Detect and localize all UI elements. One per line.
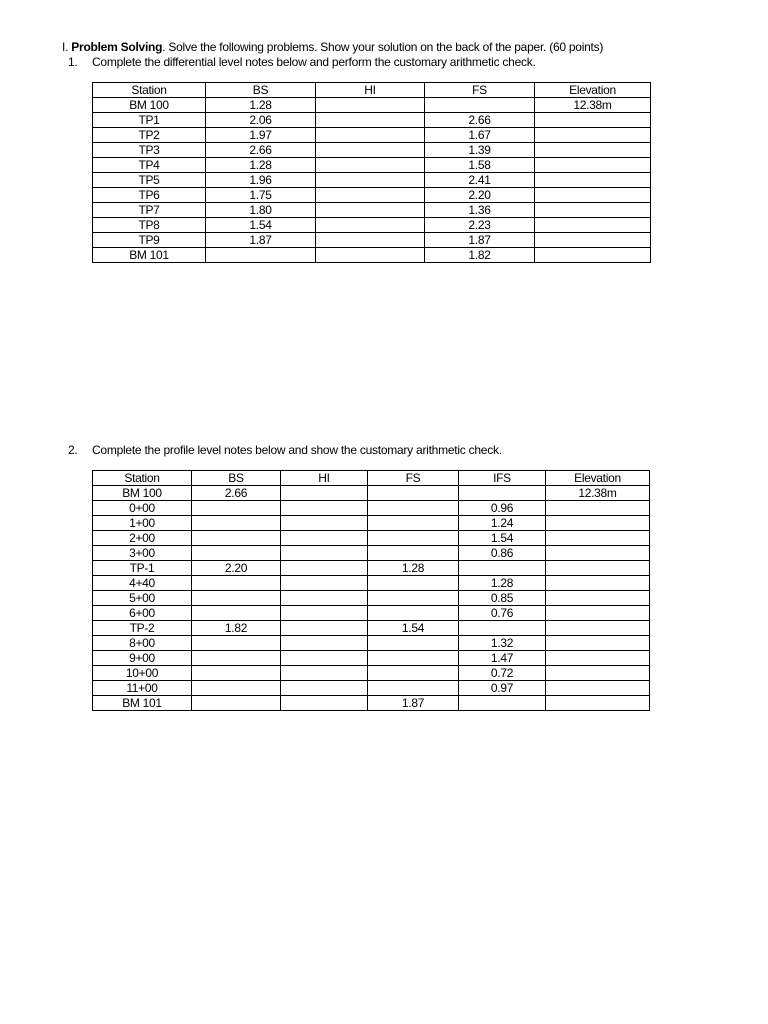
cell-hi: [281, 636, 368, 651]
cell-bs: [192, 606, 281, 621]
cell-elevation: [535, 203, 651, 218]
cell-elevation: [546, 546, 650, 561]
profile-level-table: [92, 470, 650, 711]
header-row: [93, 471, 650, 486]
cell-elevation: [546, 561, 650, 576]
section-title: Problem Solving: [71, 40, 163, 54]
cell-elevation: [535, 233, 651, 248]
cell-bs: 2.06: [206, 113, 316, 128]
table-row: [93, 666, 650, 681]
cell-bs: [192, 651, 281, 666]
cell-elevation: [546, 501, 650, 516]
cell-hi: [316, 98, 425, 113]
cell-elevation: [546, 696, 650, 711]
cell-hi: [281, 696, 368, 711]
cell-station: BM 100: [93, 486, 192, 501]
cell-ifs: [459, 696, 546, 711]
cell-station: TP8: [93, 218, 206, 233]
table-row: [93, 651, 650, 666]
table-row: [93, 621, 650, 636]
cell-hi: [281, 606, 368, 621]
cell-bs: 1.54: [206, 218, 316, 233]
differential-level-table: [92, 82, 651, 263]
table-row: [93, 606, 650, 621]
cell-elevation: [546, 576, 650, 591]
cell-elevation: [546, 636, 650, 651]
cell-hi: [316, 188, 425, 203]
table-body: [93, 98, 651, 263]
cell-bs: [192, 576, 281, 591]
cell-bs: [192, 546, 281, 561]
cell-station: TP9: [93, 233, 206, 248]
cell-bs: 1.75: [206, 188, 316, 203]
cell-elevation: 12.38m: [535, 98, 651, 113]
cell-fs: [368, 681, 459, 696]
cell-ifs: 0.97: [459, 681, 546, 696]
cell-station: TP1: [93, 113, 206, 128]
cell-fs: [368, 606, 459, 621]
cell-elevation: [535, 248, 651, 263]
cell-fs: 1.87: [368, 696, 459, 711]
cell-fs: [368, 636, 459, 651]
cell-elevation: [535, 188, 651, 203]
cell-fs: [368, 516, 459, 531]
cell-station: 0+00: [93, 501, 192, 516]
cell-elevation: [546, 606, 650, 621]
cell-station: 6+00: [93, 606, 192, 621]
cell-fs: 2.20: [425, 188, 535, 203]
table-row: [93, 636, 650, 651]
header-row: [93, 83, 651, 98]
header-hi: HI: [281, 471, 368, 486]
cell-elevation: [546, 621, 650, 636]
table-row: [93, 576, 650, 591]
cell-fs: 2.66: [425, 113, 535, 128]
cell-station: BM 101: [93, 248, 206, 263]
cell-hi: [316, 203, 425, 218]
table-row: [93, 681, 650, 696]
cell-fs: [368, 591, 459, 606]
table-row: [93, 696, 650, 711]
cell-fs: [368, 531, 459, 546]
cell-station: BM 101: [93, 696, 192, 711]
table-row: [93, 561, 650, 576]
cell-ifs: [459, 486, 546, 501]
cell-fs: 1.67: [425, 128, 535, 143]
cell-fs: 1.58: [425, 158, 535, 173]
cell-hi: [316, 113, 425, 128]
problem-2-prompt: [68, 443, 748, 458]
cell-elevation: [546, 516, 650, 531]
cell-elevation: [535, 128, 651, 143]
cell-bs: [206, 248, 316, 263]
cell-bs: [192, 636, 281, 651]
cell-station: 1+00: [93, 516, 192, 531]
cell-ifs: 0.86: [459, 546, 546, 561]
table-row: [93, 516, 650, 531]
cell-fs: [368, 651, 459, 666]
table-row: [93, 531, 650, 546]
header-elevation: Elevation: [535, 83, 651, 98]
cell-station: 9+00: [93, 651, 192, 666]
cell-bs: 1.96: [206, 173, 316, 188]
cell-bs: 1.97: [206, 128, 316, 143]
section-numeral: I.: [62, 40, 69, 54]
cell-fs: 2.23: [425, 218, 535, 233]
cell-fs: [368, 486, 459, 501]
cell-station: 11+00: [93, 681, 192, 696]
cell-station: 4+40: [93, 576, 192, 591]
table-row: [93, 98, 651, 113]
cell-ifs: 1.28: [459, 576, 546, 591]
cell-bs: 2.20: [192, 561, 281, 576]
cell-hi: [316, 248, 425, 263]
header-hi: HI: [316, 83, 425, 98]
cell-ifs: 1.47: [459, 651, 546, 666]
section-instructions: . Solve the following problems. Show your solution on the back of the paper. (60 points): [162, 40, 604, 54]
cell-station: TP-1: [93, 561, 192, 576]
cell-fs: [368, 666, 459, 681]
cell-bs: [192, 666, 281, 681]
problem-1-prompt: [68, 55, 748, 70]
cell-hi: [316, 143, 425, 158]
cell-station: TP4: [93, 158, 206, 173]
cell-station: 10+00: [93, 666, 192, 681]
cell-hi: [316, 233, 425, 248]
header-fs: FS: [425, 83, 535, 98]
cell-ifs: 1.24: [459, 516, 546, 531]
cell-elevation: [546, 591, 650, 606]
table-row: [93, 188, 651, 203]
cell-fs: 1.54: [368, 621, 459, 636]
cell-station: 8+00: [93, 636, 192, 651]
cell-fs: [368, 576, 459, 591]
cell-fs: 1.36: [425, 203, 535, 218]
problem-2-text: Complete the profile level notes below and show the customary arithmetic check.: [92, 443, 502, 457]
cell-hi: [281, 531, 368, 546]
table-row: [93, 113, 651, 128]
cell-bs: [192, 681, 281, 696]
cell-hi: [281, 576, 368, 591]
cell-station: TP6: [93, 188, 206, 203]
cell-elevation: [535, 173, 651, 188]
cell-station: TP3: [93, 143, 206, 158]
table-row: [93, 143, 651, 158]
table-body: [93, 486, 650, 711]
cell-fs: [368, 501, 459, 516]
cell-ifs: [459, 561, 546, 576]
cell-elevation: [535, 113, 651, 128]
cell-hi: [281, 681, 368, 696]
problem-1-text: Complete the differential level notes below and perform the customary arithmetic check.: [92, 55, 536, 69]
table-header: [93, 83, 651, 98]
table-row: [93, 248, 651, 263]
table-row: [93, 486, 650, 501]
cell-fs: [368, 546, 459, 561]
cell-bs: 1.80: [206, 203, 316, 218]
table-row: [93, 591, 650, 606]
cell-elevation: [535, 158, 651, 173]
table-row: [93, 128, 651, 143]
cell-fs: 1.82: [425, 248, 535, 263]
cell-fs: [425, 98, 535, 113]
table-row: [93, 173, 651, 188]
cell-hi: [281, 591, 368, 606]
cell-bs: [192, 501, 281, 516]
cell-bs: 2.66: [206, 143, 316, 158]
cell-fs: 1.87: [425, 233, 535, 248]
cell-elevation: 12.38m: [546, 486, 650, 501]
cell-hi: [281, 666, 368, 681]
table-row: [93, 546, 650, 561]
table-header: [93, 471, 650, 486]
cell-elevation: [546, 681, 650, 696]
cell-elevation: [546, 531, 650, 546]
cell-hi: [281, 486, 368, 501]
header-bs: BS: [192, 471, 281, 486]
cell-bs: [192, 516, 281, 531]
table-row: [93, 203, 651, 218]
cell-bs: [192, 696, 281, 711]
cell-hi: [316, 158, 425, 173]
cell-ifs: 1.54: [459, 531, 546, 546]
cell-hi: [281, 621, 368, 636]
header-ifs: IFS: [459, 471, 546, 486]
cell-bs: [192, 531, 281, 546]
header-station: Station: [93, 471, 192, 486]
cell-bs: 1.87: [206, 233, 316, 248]
cell-ifs: 0.96: [459, 501, 546, 516]
table-row: [93, 218, 651, 233]
cell-elevation: [546, 666, 650, 681]
cell-hi: [281, 516, 368, 531]
cell-hi: [316, 218, 425, 233]
cell-station: 5+00: [93, 591, 192, 606]
cell-hi: [281, 651, 368, 666]
cell-hi: [281, 501, 368, 516]
cell-station: 2+00: [93, 531, 192, 546]
table-row: [93, 158, 651, 173]
section-heading: [62, 40, 742, 55]
header-station: Station: [93, 83, 206, 98]
cell-hi: [281, 561, 368, 576]
cell-fs: 2.41: [425, 173, 535, 188]
cell-bs: 1.82: [192, 621, 281, 636]
cell-elevation: [535, 218, 651, 233]
cell-bs: 1.28: [206, 158, 316, 173]
cell-ifs: 1.32: [459, 636, 546, 651]
cell-station: 3+00: [93, 546, 192, 561]
cell-elevation: [535, 143, 651, 158]
table-row: [93, 233, 651, 248]
cell-bs: [192, 591, 281, 606]
cell-hi: [316, 173, 425, 188]
cell-station: TP7: [93, 203, 206, 218]
cell-station: TP2: [93, 128, 206, 143]
problem-1-number: 1.: [68, 55, 78, 69]
cell-ifs: 0.72: [459, 666, 546, 681]
header-fs: FS: [368, 471, 459, 486]
header-elevation: Elevation: [546, 471, 650, 486]
cell-station: BM 100: [93, 98, 206, 113]
cell-bs: 2.66: [192, 486, 281, 501]
cell-ifs: 0.76: [459, 606, 546, 621]
cell-hi: [316, 128, 425, 143]
cell-ifs: [459, 621, 546, 636]
cell-station: TP5: [93, 173, 206, 188]
cell-ifs: 0.85: [459, 591, 546, 606]
cell-station: TP-2: [93, 621, 192, 636]
cell-fs: 1.28: [368, 561, 459, 576]
cell-bs: 1.28: [206, 98, 316, 113]
table-row: [93, 501, 650, 516]
header-bs: BS: [206, 83, 316, 98]
cell-elevation: [546, 651, 650, 666]
cell-hi: [281, 546, 368, 561]
cell-fs: 1.39: [425, 143, 535, 158]
problem-2-number: 2.: [68, 443, 78, 457]
